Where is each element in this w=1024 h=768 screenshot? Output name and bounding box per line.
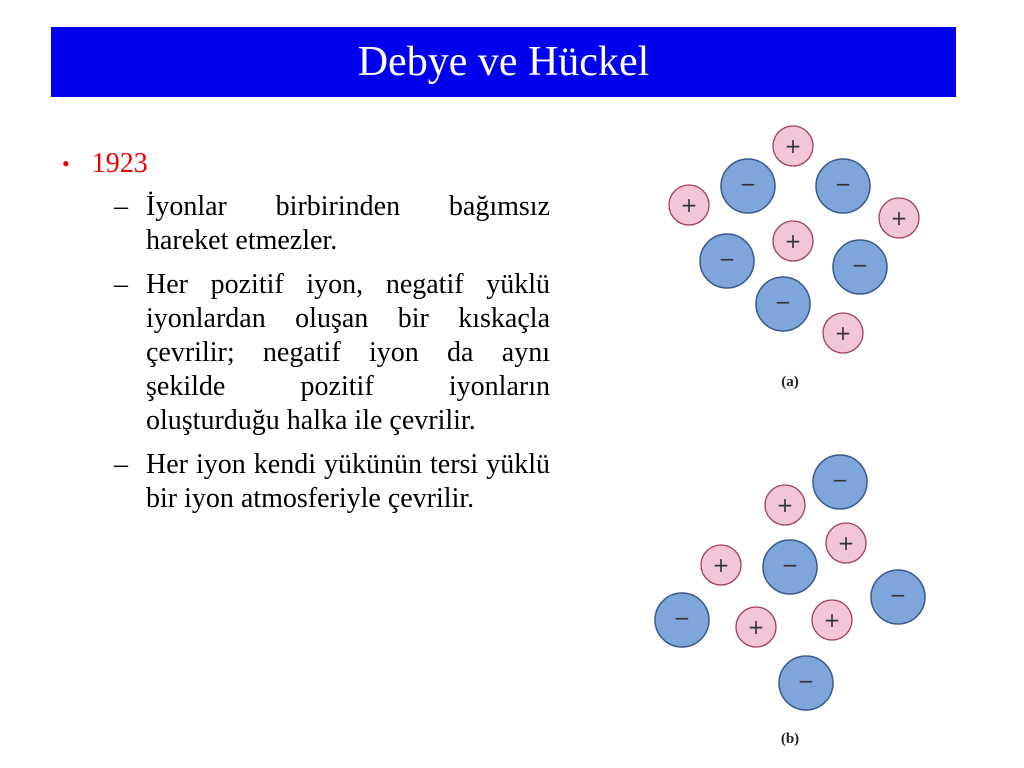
negative-ion (813, 455, 867, 509)
positive-ion (701, 545, 741, 585)
positive-ion (812, 600, 852, 640)
negative-ion (833, 240, 887, 294)
positive-ion (669, 185, 709, 225)
svg-text:−: − (718, 247, 736, 271)
svg-text:+: + (890, 206, 908, 230)
negative-ion (721, 159, 775, 213)
svg-text:−: − (851, 253, 869, 277)
svg-text:−: − (831, 468, 849, 492)
positive-ion (879, 198, 919, 238)
bullet-year: 1923 (91, 148, 148, 179)
negative-ion (779, 656, 833, 710)
svg-text:+: + (712, 553, 730, 577)
sub-item-text: Her iyon kendi yükünün tersi yüklü bir iyon atmosferiyle çevrilir. (146, 449, 550, 514)
positive-ion (773, 221, 813, 261)
sub-item-text: Her pozitif iyon, negatif yüklü iyonlardan oluşan bir kıskaçla çevrilir; negatif iyon da aynı şekilde pozitif iyonların oluşturduğu halka ile çevrilir. (146, 269, 550, 436)
svg-text:−: − (797, 669, 815, 693)
positive-ion (823, 313, 863, 353)
negative-ion (700, 234, 754, 288)
svg-text:+: + (747, 615, 765, 639)
dash-marker: – (114, 269, 128, 300)
svg-text:+: + (837, 531, 855, 555)
positive-ion (736, 607, 776, 647)
slide-title: Debye ve Hückel (357, 39, 650, 85)
negative-ion (871, 570, 925, 624)
svg-text:+: + (784, 134, 802, 158)
figure-a-label: (a) (781, 374, 799, 390)
svg-text:−: − (834, 172, 852, 196)
sub-item-text: İyonlar birbirinden bağımsız hareket etmezler. (146, 191, 550, 256)
svg-text:−: − (673, 606, 691, 630)
svg-text:−: − (781, 553, 799, 577)
dash-marker: – (114, 191, 128, 222)
svg-text:+: + (784, 229, 802, 253)
dash-marker: – (114, 449, 128, 480)
svg-text:−: − (889, 583, 907, 607)
bullet-dot: • (62, 151, 70, 176)
figure-a (669, 126, 919, 390)
positive-ion (773, 126, 813, 166)
negative-ion (816, 159, 870, 213)
negative-ion (756, 277, 810, 331)
svg-text:+: + (834, 321, 852, 345)
negative-ion (763, 540, 817, 594)
figure-b (655, 455, 925, 747)
svg-text:+: + (680, 193, 698, 217)
svg-text:+: + (823, 608, 841, 632)
figure-b-label: (b) (780, 731, 800, 747)
positive-ion (765, 485, 805, 525)
svg-text:−: − (774, 290, 792, 314)
negative-ion (655, 593, 709, 647)
svg-text:−: − (739, 172, 757, 196)
svg-text:+: + (776, 493, 794, 517)
positive-ion (826, 523, 866, 563)
